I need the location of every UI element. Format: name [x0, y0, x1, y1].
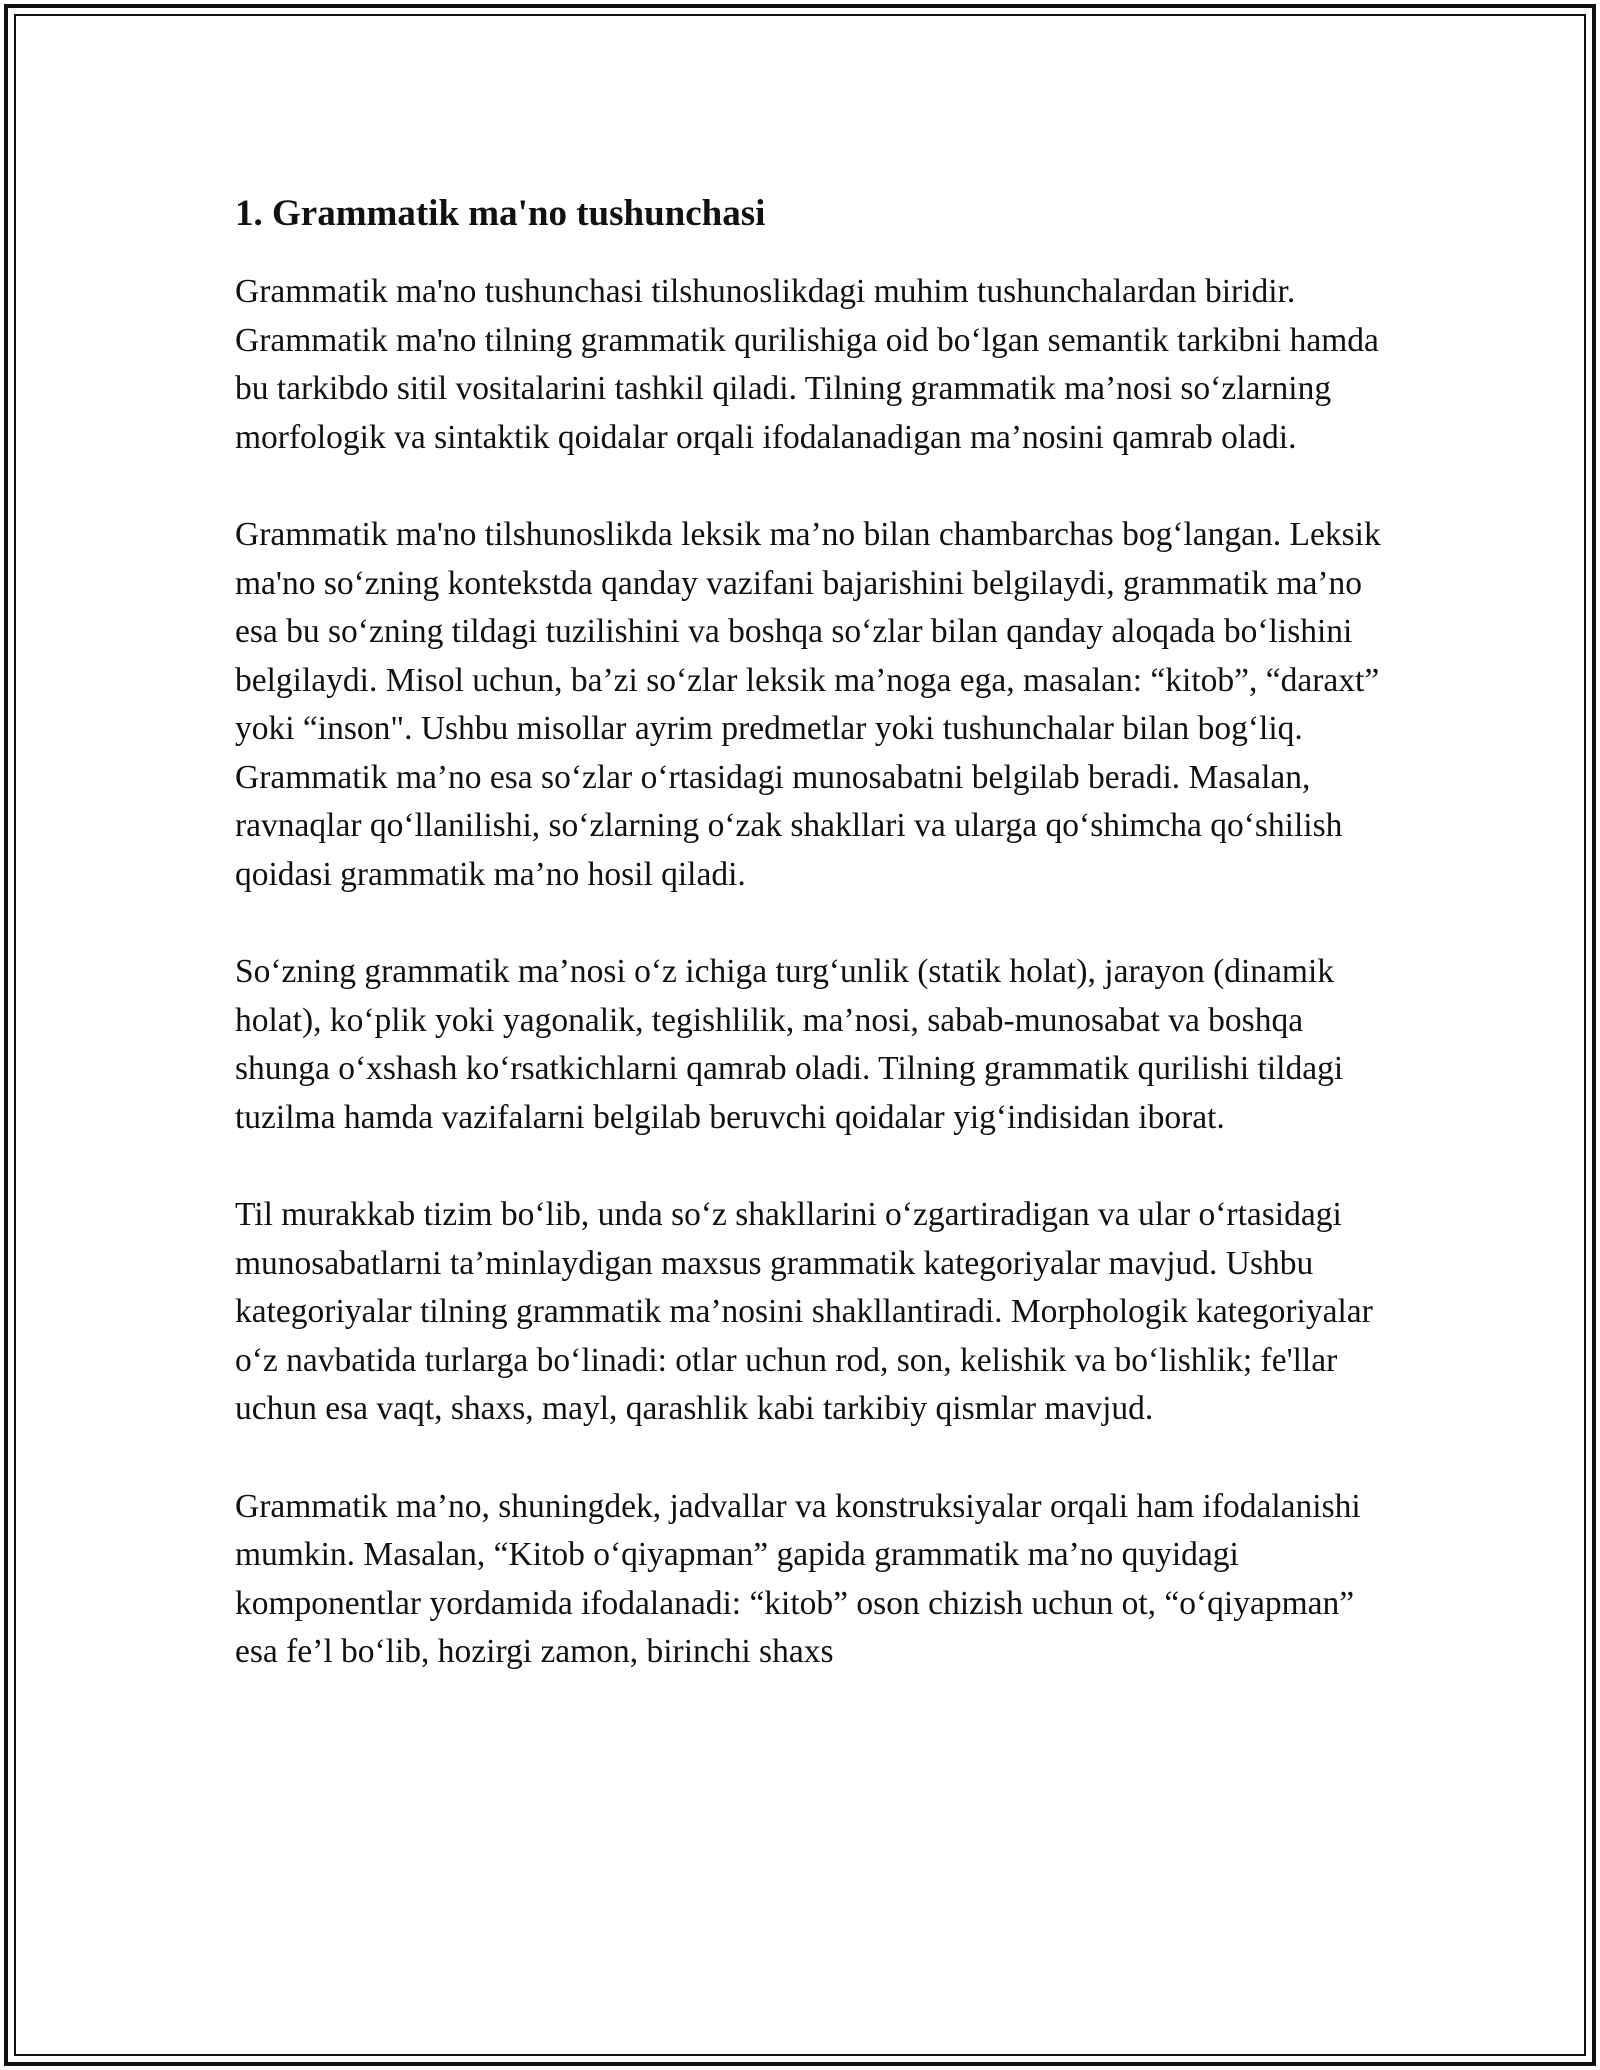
- document-body: [235, 186, 1385, 1726]
- paragraph-5: Grammatik ma’no, shuningdek, jadvallar va konstruksiyalar orqali ham ifodalanishi mumkin. Masalan, “Kitob o‘qiyapman” gapida grammatik ma’no quyidagi komponentlar yordamida ifodalanadi: “kitob” oson chizish uchun ot, “o‘qiyapman” esa fe’l bo‘lib, hozirgi zamon, birinchi shaxs: [235, 1487, 1361, 1670]
- section-heading: 1. Grammatik ma'no tushunchasi: [235, 193, 766, 234]
- paragraph-1: Grammatik ma'no tushunchasi tilshunoslikdagi muhim tushunchalardan biridir. Grammatik ma'no tilning grammatik qurilishiga oid bo‘lgan semantik tarkibni hamda bu tarkibdo sitil vositalarini tashkil qiladi. Tilning grammatik ma’nosi so‘zlarning morfologik va sintaktik qoidalar orqali ifodalanadigan ma’nosini qamrab oladi.: [235, 273, 1379, 456]
- paragraph-4: Til murakkab tizim bo‘lib, unda so‘z shakllarini o‘zgartiradigan va ular o‘rtasidagi munosabatlarni ta’minlaydigan maxsus grammatik kategoriyalar mavjud. Ushbu kategoriyalar tilning grammatik ma’nosini shakllantiradi. Morphologik kategoriyalar o‘z navbatida turlarga bo‘linadi: otlar uchun rod, son, kelishik va bo‘lishlik; fe'llar uchun esa vaqt, shaxs, mayl, qarashlik kabi tarkibiy qismlar mavjud.: [235, 1196, 1373, 1427]
- paragraph-2: Grammatik ma'no tilshunoslikda leksik ma’no bilan chambarchas bog‘langan. Leksik ma'no so‘zning kontekstda qanday vazifani bajarishini belgilaydi, grammatik ma’no esa bu so‘zning tildagi tuzilishini va boshqa so‘zlar bilan qanday aloqada bo‘lishini belgilaydi. Misol uchun, ba’zi so‘zlar leksik ma’noga ega, masalan: “kitob”, “daraxt” yoki “inson". Ushbu misollar ayrim predmetlar yoki tushunchalar bilan bog‘liq. Grammatik ma’no esa so‘zlar o‘rtasidagi munosabatni belgilab beradi. Masalan, ravnaqlar qo‘llanilishi, so‘zlarning o‘zak shakllari va ularga qo‘shimcha qo‘shilish qoidasi grammatik ma’no hosil qiladi.: [235, 516, 1381, 893]
- paragraph-3: So‘zning grammatik ma’nosi o‘z ichiga turg‘unlik (statik holat), jarayon (dinamik holat), ko‘plik yoki yagonalik, tegishlilik, ma’nosi, sabab-munosabat va boshqa shunga o‘xshash ko‘rsatkichlarni qamrab oladi. Tilning grammatik qurilishi tildagi tuzilma hamda vazifalarni belgilab beruvchi qoidalar yig‘indisidan iborat.: [235, 953, 1344, 1136]
